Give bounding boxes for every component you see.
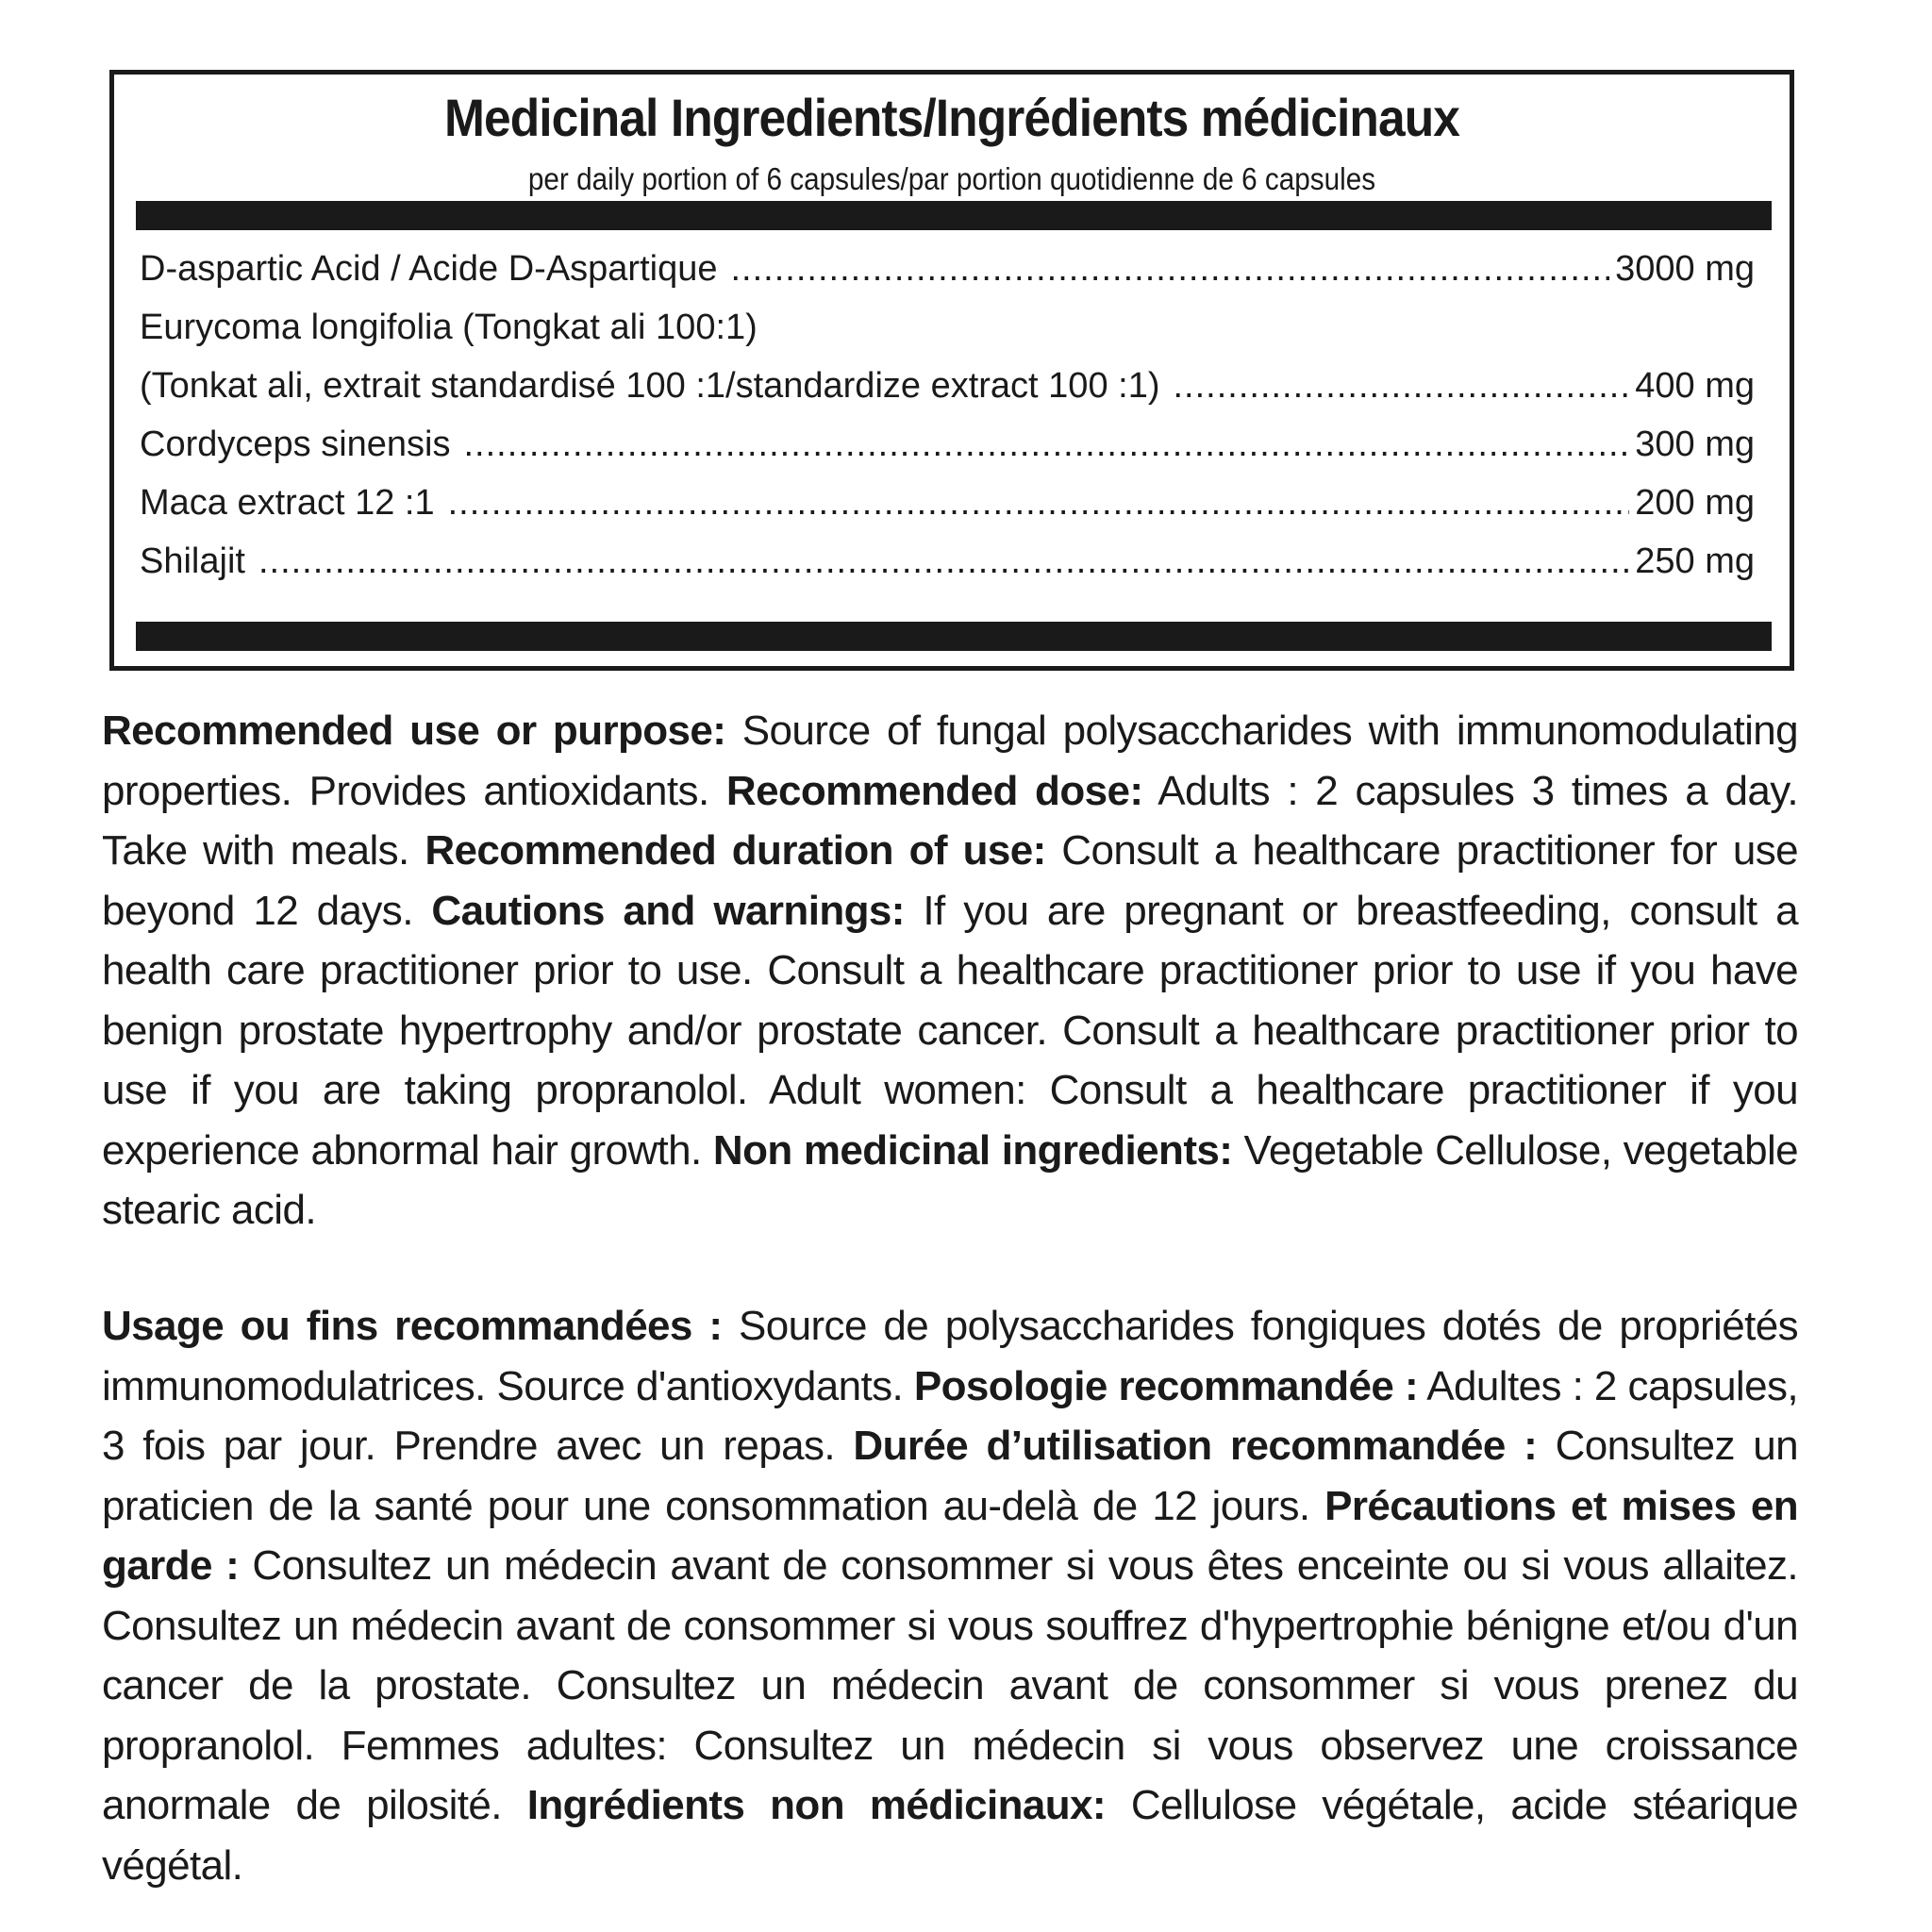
fr-nonmed-label: Ingrédients non médicinaux:: [526, 1782, 1106, 1828]
en-dose-text: Adults : 2 capsules 3 times a day. Take with meals.: [102, 767, 1798, 874]
ingredient-row-cordyceps-sinensis: [140, 425, 1755, 483]
fr-cautions-text: Consultez un médecin avant de consommer si vous êtes enceinte ou si vous allaitez. Consultez un médecin avant de consommer si vous souffrez d'hypertrophie bénigne et/ou d'un cancer de la prostate. Consultez un médecin avant de consommer si vous prenez du propranolol. Femmes adultes: Consultez un médecin si vous observez une croissance anormale de pilosité.: [102, 1542, 1798, 1828]
ingredient-name: Eurycoma longifolia (Tongkat ali 100:1): [140, 308, 758, 347]
ingredient-row-tonkat-ali-extract: [140, 366, 1755, 425]
ingredient-amount: 300 mg: [1635, 425, 1755, 464]
fr-dose-label: Posologie recommandée :: [913, 1362, 1418, 1409]
dot-leader: [1173, 366, 1629, 407]
en-duration-label: Recommended duration of use:: [425, 827, 1046, 874]
ingredient-row-eurycoma-longifolia: [140, 308, 1755, 366]
en-dose-label: Recommended dose:: [725, 767, 1143, 814]
ingredient-row-shilajit: [140, 541, 1755, 600]
ingredient-name: Cordyceps sinensis: [140, 425, 451, 464]
dot-leader: [448, 483, 1630, 524]
ingredient-list: [140, 249, 1755, 600]
ingredient-amount: 3000 mg: [1615, 249, 1755, 289]
dot-leader: [258, 541, 1629, 582]
ingredient-name: D-aspartic Acid / Acide D-Aspartique: [140, 249, 718, 289]
ingredient-row-maca-extract: [140, 483, 1755, 541]
fr-use-text: Source de polysaccharides fongiques dotés de propriétés immunomodulatrices. Source d'antioxydants.: [102, 1303, 1798, 1409]
ingredient-name: Shilajit: [140, 541, 245, 581]
fr-cautions-label: Précautions et mises en garde :: [102, 1482, 1798, 1589]
fr-dose-text: Adultes : 2 capsules, 3 fois par jour. Prendre avec un repas.: [102, 1362, 1799, 1469]
ingredient-row-d-aspartic-acid: [140, 249, 1755, 308]
panel-title: Medicinal Ingredients/Ingrédients médicinaux: [443, 88, 1460, 147]
english-directions-paragraph: [102, 701, 1798, 1241]
en-duration-text: Consult a healthcare practitioner for use beyond 12 days.: [102, 827, 1799, 934]
panel-subtitle: per daily portion of 6 capsules/par portion quotidienne de 6 capsules: [527, 161, 1376, 196]
ingredient-amount: 400 mg: [1635, 366, 1755, 406]
bottom-divider-bar: [136, 622, 1772, 651]
ingredient-name: (Tonkat ali, extrait standardisé 100 :1/standardize extract 100 :1): [140, 366, 1160, 406]
en-nonmed-text: Vegetable Cellulose, vegetable stearic acid.: [102, 1126, 1798, 1233]
en-use-text: Source of fungal polysaccharides with immunomodulating properties. Provides antioxidants.: [102, 708, 1798, 814]
top-divider-bar: [136, 201, 1772, 230]
medicinal-ingredients-panel: [109, 70, 1794, 671]
ingredient-amount: 250 mg: [1635, 541, 1755, 581]
en-cautions-text: If you are pregnant or breastfeeding, consult a health care practitioner prior to use. Consult a healthcare practitioner prior to use if you have benign prostate hypertrophy and/or prostate cancer. Consult a healthcare practitioner prior to use if you are taking propranolol. Adult women: Consult a healthcare practitioner if you experience abnormal hair growth.: [102, 887, 1798, 1174]
dot-leader: [731, 249, 1610, 290]
fr-duration-text: Consultez un praticien de la santé pour une consommation au-delà de 12 jours.: [102, 1423, 1798, 1529]
french-directions-paragraph: [102, 1296, 1798, 1895]
ingredient-amount: 200 mg: [1635, 483, 1755, 523]
en-nonmed-label: Non medicinal ingredients:: [712, 1126, 1233, 1174]
fr-duration-label: Durée d’utilisation recommandée :: [853, 1423, 1538, 1469]
fr-nonmed-text: Cellulose végétale, acide stéarique végétal.: [102, 1782, 1798, 1889]
dot-leader: [463, 425, 1629, 465]
ingredient-name: Maca extract 12 :1: [140, 483, 435, 523]
en-cautions-label: Cautions and warnings:: [431, 887, 905, 934]
en-use-label: Recommended use or purpose:: [102, 708, 726, 754]
fr-use-label: Usage ou fins recommandées :: [102, 1303, 723, 1349]
